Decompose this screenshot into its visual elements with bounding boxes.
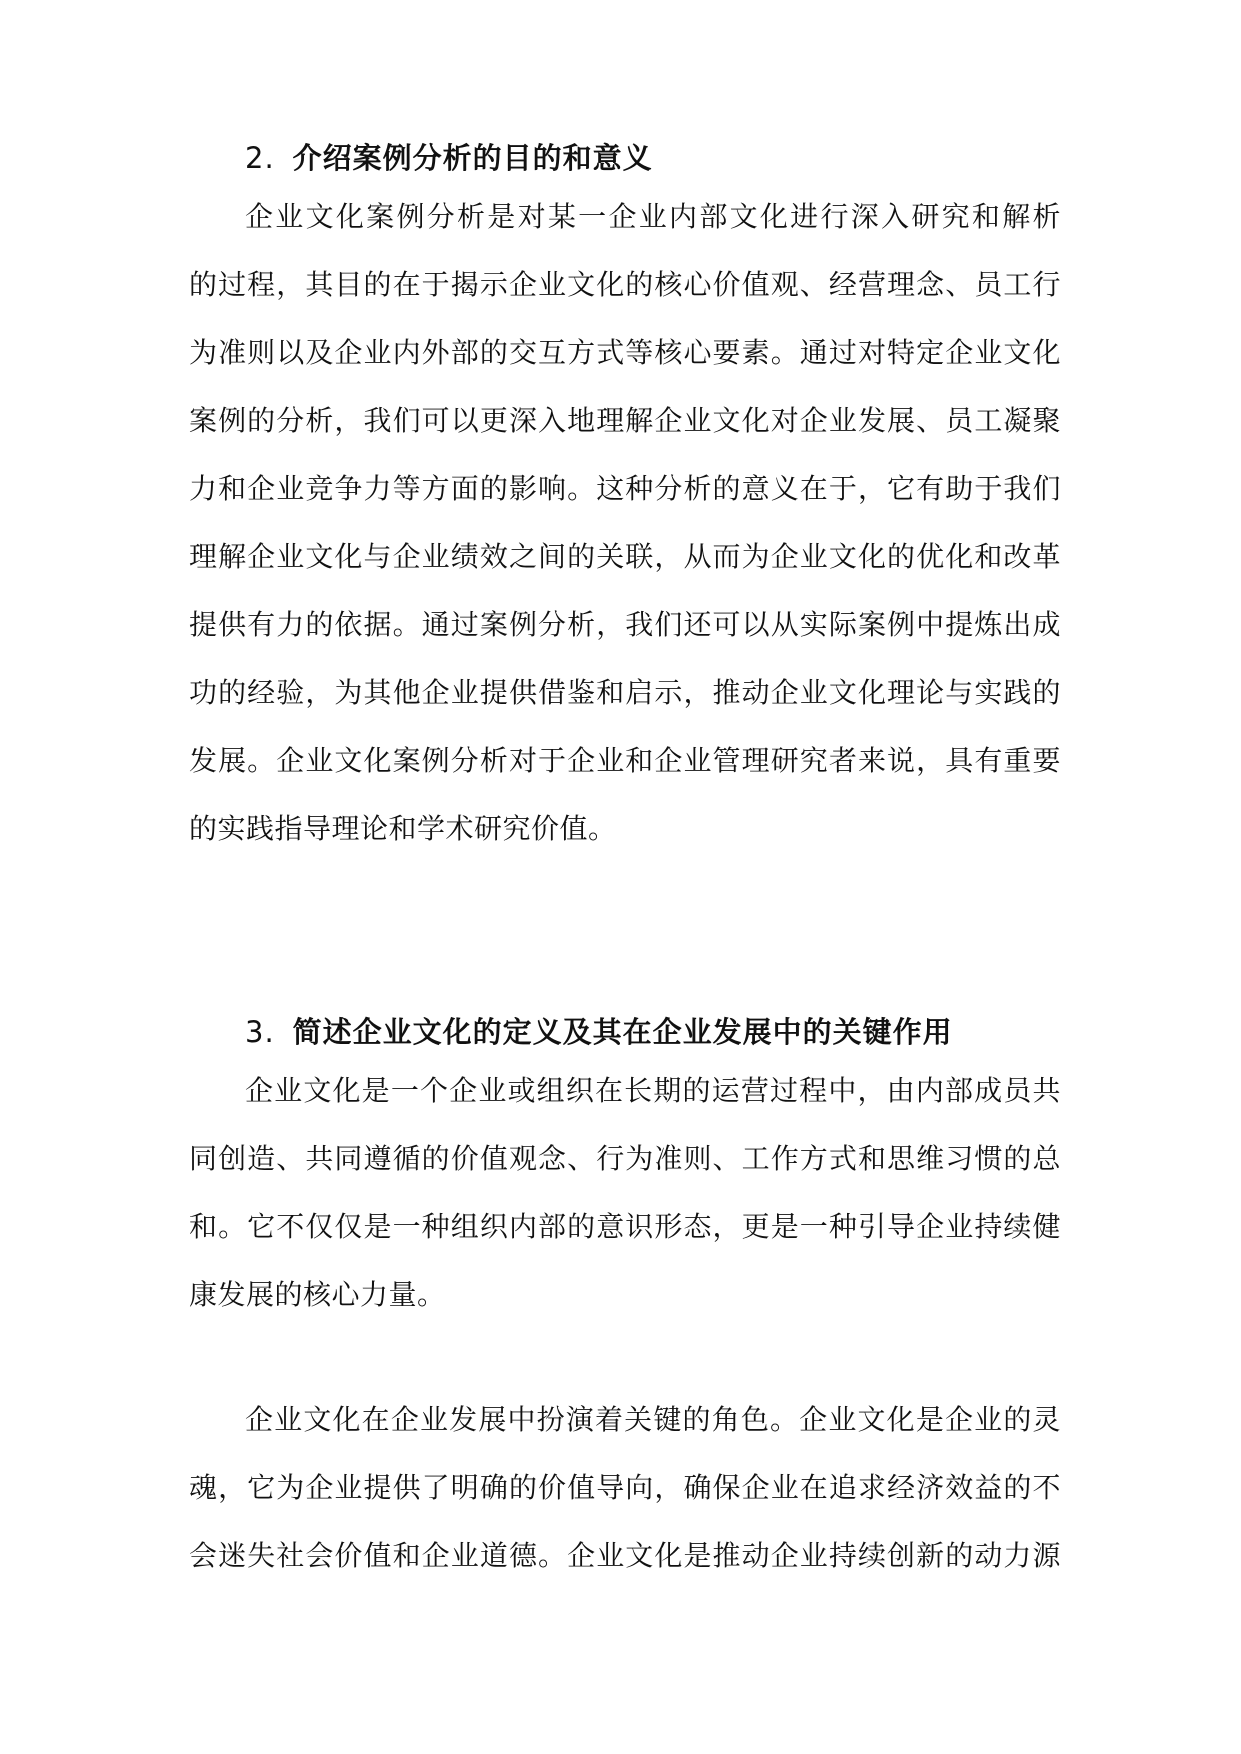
paragraph-line: 理解企业文化与企业绩效之间的关联，从而为企业文化的优化和改革	[189, 540, 1061, 573]
paragraph-line: 力和企业竞争力等方面的影响。这种分析的意义在于，它有助于我们	[189, 472, 1061, 505]
paragraph-line: 发展。企业文化案例分析对于企业和企业管理研究者来说，具有重要	[189, 744, 1061, 777]
paragraph-line: 功的经验，为其他企业提供借鉴和启示，推动企业文化理论与实践的	[189, 676, 1061, 709]
section-3-title: 简述企业文化的定义及其在企业发展中的关键作用	[292, 1015, 953, 1049]
section-2-title: 介绍案例分析的目的和意义	[292, 141, 653, 175]
paragraph-line: 提供有力的依据。通过案例分析，我们还可以从实际案例中提炼出成	[189, 608, 1061, 641]
section-3-heading	[245, 1010, 953, 1051]
section-2-heading	[245, 136, 653, 177]
paragraph-line: 企业文化案例分析是对某一企业内部文化进行深入研究和解析	[245, 200, 1061, 233]
paragraph-line: 和。它不仅仅是一种组织内部的意识形态，更是一种引导企业持续健	[189, 1210, 1061, 1243]
paragraph-line: 康发展的核心力量。	[189, 1278, 446, 1311]
paragraph-line: 同创造、共同遵循的价值观念、行为准则、工作方式和思维习惯的总	[189, 1142, 1061, 1175]
paragraph-line: 企业文化在企业发展中扮演着关键的角色。企业文化是企业的灵	[245, 1403, 1061, 1436]
section-3-number: 3.	[245, 1015, 275, 1049]
paragraph-line: 魂，它为企业提供了明确的价值导向，确保企业在追求经济效益的不	[189, 1471, 1061, 1504]
paragraph-line: 企业文化是一个企业或组织在长期的运营过程中，由内部成员共	[245, 1074, 1061, 1107]
paragraph-line: 会迷失社会价值和企业道德。企业文化是推动企业持续创新的动力源	[189, 1539, 1061, 1572]
section-2-number: 2.	[245, 141, 275, 175]
paragraph-line: 的过程，其目的在于揭示企业文化的核心价值观、经营理念、员工行	[189, 268, 1061, 301]
paragraph-line: 的实践指导理论和学术研究价值。	[189, 812, 617, 845]
paragraph-line: 为准则以及企业内外部的交互方式等核心要素。通过对特定企业文化	[189, 336, 1061, 369]
paragraph-line: 案例的分析，我们可以更深入地理解企业文化对企业发展、员工凝聚	[189, 404, 1061, 437]
